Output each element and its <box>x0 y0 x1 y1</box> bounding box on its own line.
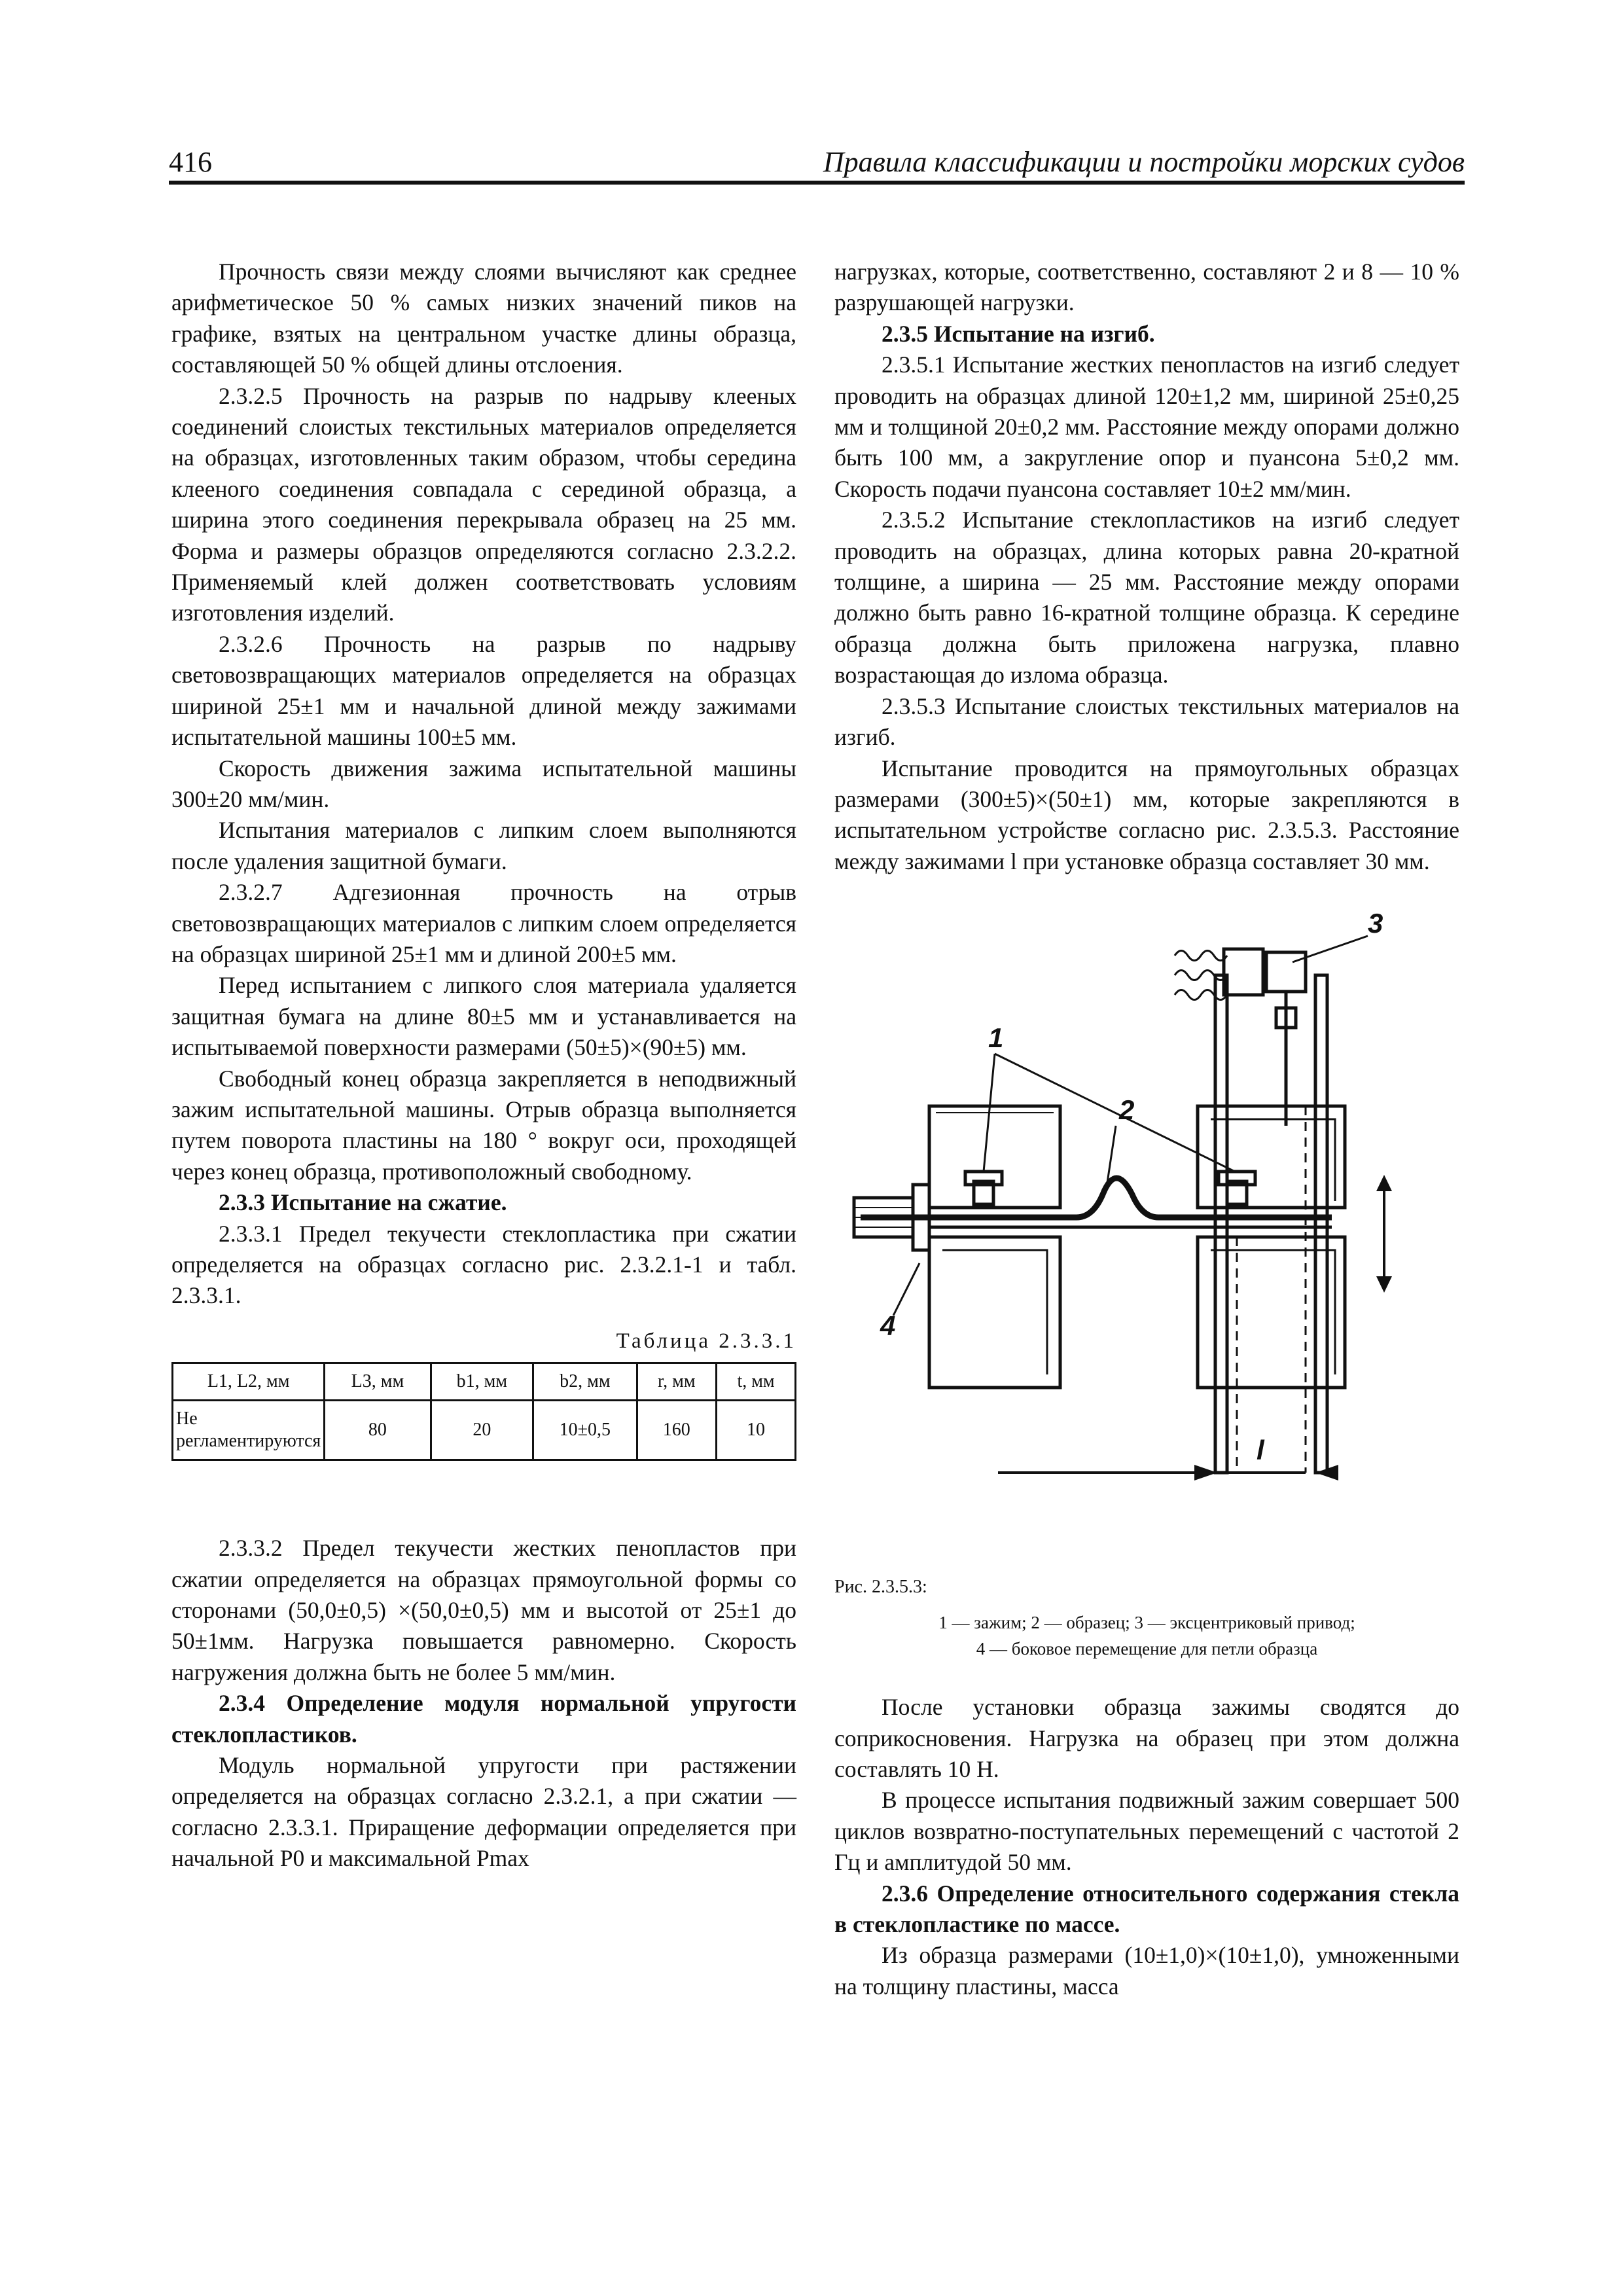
spring-icon <box>1175 951 1227 961</box>
table-header-cell: r, мм <box>637 1363 717 1401</box>
table-header-cell: L3, мм <box>325 1363 431 1401</box>
section-heading: 2.3.4 Определение модуля нормальной упругости стеклопластиков. <box>171 1690 796 1748</box>
table-cell: 80 <box>325 1401 431 1460</box>
eccentric-drive <box>1266 952 1306 992</box>
figure-legend-line: 4 — боковое перемещение для петли образца <box>976 1639 1318 1659</box>
figure-label-l: l <box>1257 1435 1264 1466</box>
figure-label-4: 4 <box>880 1310 896 1342</box>
paragraph: Испытания материалов с липким слоем выполняются после удаления защитной бумаги. <box>171 817 796 874</box>
paragraph: 2.3.3.1 Предел текучести стеклопластика при сжатии определяется на образцах согласно рис. 2.3.2.1-1 и табл. 2.3.3.1. <box>171 1220 796 1309</box>
right-upper-clamp-block <box>1198 1106 1345 1208</box>
section-heading: 2.3.5 Испытание на изгиб. <box>882 320 1155 347</box>
left-column <box>171 257 796 1874</box>
paragraph: 2.3.5.1 Испытание жестких пенопластов на изгиб следует проводить на образцах длиной 120±1,2 мм, шириной 25±0,25 мм и толщиной 20±0,2 мм. Расстояние между опорами должно быть 100 мм, а закругление опор и пуансона 5±0,2 мм. Скорость подачи пуансона составляет 10±2 мм/мин. <box>834 351 1459 502</box>
paragraph: Из образца размерами (10±1,0)×(10±1,0), умноженными на толщину пластины, масса <box>834 1942 1459 2000</box>
paragraph: 2.3.3.2 Предел текучести жестких пенопластов при сжатии определяется на образцах прямоугольной формы со сторонами (50,0±0,5) ×(50,0±0,5) мм и высотой от 25±1 до 50±1мм. Нагрузка повышается равномерно. Скорость нагружения должна быть не более 5 мм/мин. <box>171 1535 796 1685</box>
header-rule <box>169 181 1465 185</box>
guide-rod-right <box>1315 975 1327 1473</box>
test-device-diagram <box>834 910 1459 1574</box>
right-lower-clamp-block <box>1198 1237 1345 1388</box>
right-column <box>834 257 1459 2002</box>
paragraph: Испытание проводится на прямоугольных образцах размерами (300±5)×(50±1) мм, которые закрепляются в испытательном устройстве согласно рис. 2.3.5.3. Расстояние между зажимами l при установке образца составляет 30 мм. <box>834 755 1459 874</box>
figure-legend-line: 1 — зажим; 2 — образец; 3 — эксцентриковый привод; <box>938 1613 1355 1633</box>
running-title: Правила классификации и постройки морских судов <box>823 146 1465 178</box>
table-header-cell: b1, мм <box>431 1363 533 1401</box>
paragraph: нагрузках, которые, соответственно, составляют 2 и 8 — 10 % разрушающей нагрузки. <box>834 259 1459 316</box>
specimen-loop <box>861 1178 1332 1217</box>
table-header-row <box>173 1363 796 1401</box>
eccentric-housing <box>1224 949 1263 995</box>
section-heading: 2.3.6 Определение относительного содержания стекла в стеклопластике по массе. <box>834 1880 1459 1937</box>
figure-caption: Рис. 2.3.5.3: <box>834 1577 927 1598</box>
left-lower-clamp-block <box>929 1237 1060 1388</box>
table-header-cell: L1, L2, мм <box>173 1363 325 1401</box>
table-cell: 10±0,5 <box>533 1401 637 1460</box>
table-cell: Не регламентируются <box>173 1401 325 1460</box>
figure-legend <box>834 1609 1459 1662</box>
section-heading: 2.3.3 Испытание на сжатие. <box>219 1189 507 1216</box>
paragraph: Свободный конец образца закрепляется в неподвижный зажим испытательной машины. Отрыв образца выполняется путем поворота пластины на 180 ° вокруг оси, проходящей через конец образца, противоположный свободному. <box>171 1065 796 1185</box>
figure-2-3-5-3 <box>834 910 1459 1574</box>
table-cell: 160 <box>637 1401 717 1460</box>
paragraph: 2.3.2.7 Адгезионная прочность на отрыв световозвращающих материалов с липким слоем определяется на образцах шириной 25±1 мм и длиной 200±5 мм. <box>171 879 796 967</box>
table-cell: 20 <box>431 1401 533 1460</box>
paragraph: 2.3.5.3 Испытание слоистых текстильных материалов на изгиб. <box>834 692 1459 751</box>
table-row <box>173 1401 796 1460</box>
table-cell: 10 <box>717 1401 796 1460</box>
paragraph: После установки образца зажимы сводятся до соприкосновения. Нагрузка на образец при этом должна составлять 10 Н. <box>834 1694 1459 1782</box>
figure-label-2: 2 <box>1119 1094 1135 1126</box>
guide-rod-left <box>1215 975 1227 1473</box>
paragraph: В процессе испытания подвижный зажим совершает 500 циклов возвратно-поступательных перемещений с частотой 2 Гц и амплитудой 50 мм. <box>834 1787 1459 1876</box>
paragraph: Скорость движения зажима испытательной машины 300±20 мм/мин. <box>171 755 796 812</box>
table-header-cell: t, мм <box>717 1363 796 1401</box>
paragraph: Перед испытанием с липкого слоя материала удаляется защитная бумага на длине 80±5 мм и устанавливается на испытываемой поверхности размерами (50±5)×(90±5) мм. <box>171 972 796 1061</box>
paragraph: Модуль нормальной упругости при растяжении определяется на образцах согласно 2.3.2.1, а при сжатии — согласно 2.3.3.1. Приращение деформации определяется при начальной P0 и максимальной Pmax <box>171 1752 796 1872</box>
table-header-cell: b2, мм <box>533 1363 637 1401</box>
paragraph: Прочность связи между слоями вычисляют как среднее арифметическое 50 % самых низких значений пиков на графике, взятых на центральном участке длины образца, составляющей 50 % общей длины отслоения. <box>171 259 796 378</box>
figure-label-1: 1 <box>988 1022 1004 1054</box>
page-number: 416 <box>169 146 212 178</box>
paragraph: 2.3.2.6 Прочность на разрыв по надрыву световозвращающих материалов определяется на образцах шириной 25±1 мм и начальной длиной между зажимами испытательной машины 100±5 мм. <box>171 630 796 751</box>
paragraph: 2.3.5.2 Испытание стеклопластиков на изгиб следует проводить на образцах, длина которых равна 20-кратной толщине, а ширина — 25 мм. Расстояние между опорами должно быть равно 16-кратной толщине образца. К середине образца должна быть приложена нагрузка, плавно возрастающая до излома образца. <box>834 507 1459 689</box>
figure-label-3: 3 <box>1368 910 1383 939</box>
table-caption: Таблица 2.3.3.1 <box>616 1329 796 1353</box>
table-2-3-3-1 <box>171 1362 796 1461</box>
paragraph: 2.3.2.5 Прочность на разрыв по надрыву клееных соединений слоистых текстильных материалов определяется на образцах, изготовленных таким образом, чтобы середина клееного соединения совпадала с серединой образца, а ширина этого соединения перекрывала образец на 25 мм. Форма и размеры образцов определяются согласно 2.3.2.2. Применяемый клей должен соответствовать условиям изготовления изделий. <box>171 382 796 626</box>
